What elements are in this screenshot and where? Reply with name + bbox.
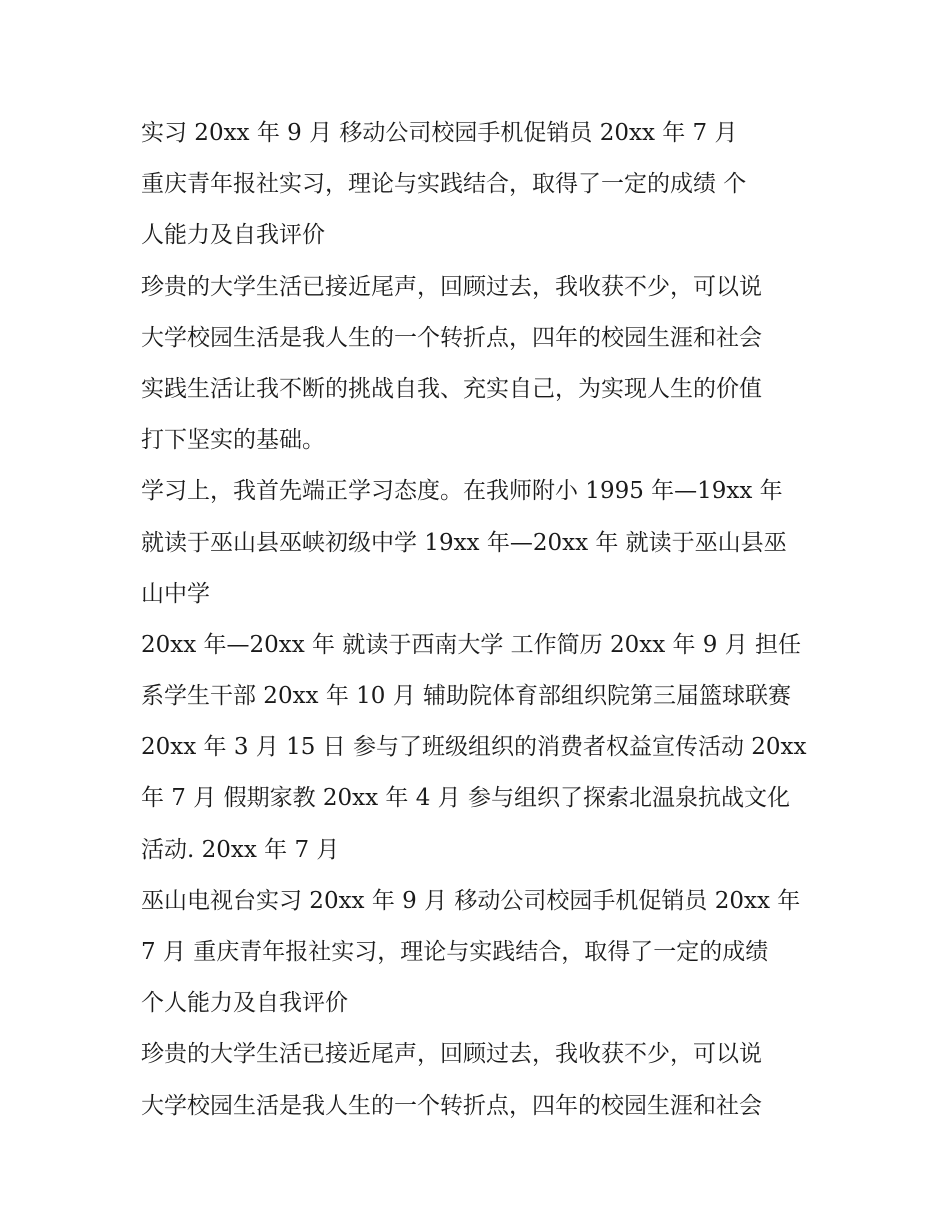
text-line: 珍贵的大学生活已接近尾声，回顾过去，我收获不少，可以说 — [141, 273, 762, 300]
text-line: 打下坚实的基础。 — [141, 427, 325, 454]
text-line: 个人能力及自我评价 — [141, 990, 348, 1017]
text-line: 学习上，我首先端正学习态度。在我师附小 1995 年—19xx 年 — [141, 478, 783, 505]
text-line: 人能力及自我评价 — [141, 222, 325, 249]
text-line: 珍贵的大学生活已接近尾声，回顾过去，我收获不少，可以说 — [141, 1041, 762, 1068]
text-line: 系学生干部 20xx 年 10 月 辅助院体育部组织院第三届篮球联赛 — [141, 683, 792, 710]
text-line: 就读于巫山县巫峡初级中学 19xx 年—20xx 年 就读于巫山县巫 — [141, 529, 787, 556]
text-line: 活动. 20xx 年 7 月 — [141, 836, 340, 863]
text-line: 山中学 — [141, 580, 210, 607]
text-line: 实践生活让我不断的挑战自我、充实自己，为实现人生的价值 — [141, 375, 762, 402]
text-line: 20xx 年—20xx 年 就读于西南大学 工作简历 20xx 年 9 月 担任 — [141, 631, 802, 658]
text-line: 实习 20xx 年 9 月 移动公司校园手机促销员 20xx 年 7 月 — [141, 120, 738, 146]
text-line: 大学校园生活是我人生的一个转折点，四年的校园生涯和社会 — [141, 1092, 762, 1119]
text-line: 7 月 重庆青年报社实习，理论与实践结合，取得了一定的成绩 — [141, 939, 769, 965]
text-line: 大学校园生活是我人生的一个转折点，四年的校园生涯和社会 — [141, 324, 762, 351]
text-line: 巫山电视台实习 20xx 年 9 月 移动公司校园手机促销员 20xx 年 — [141, 887, 801, 914]
document-body — [141, 108, 821, 1132]
text-line: 重庆青年报社实习，理论与实践结合，取得了一定的成绩 个 — [141, 171, 747, 198]
text-line: 20xx 年 3 月 15 日 参与了班级组织的消费者权益宣传活动 20xx — [141, 734, 807, 761]
text-line: 年 7 月 假期家教 20xx 年 4 月 参与组织了探索北温泉抗战文化 — [141, 785, 790, 812]
